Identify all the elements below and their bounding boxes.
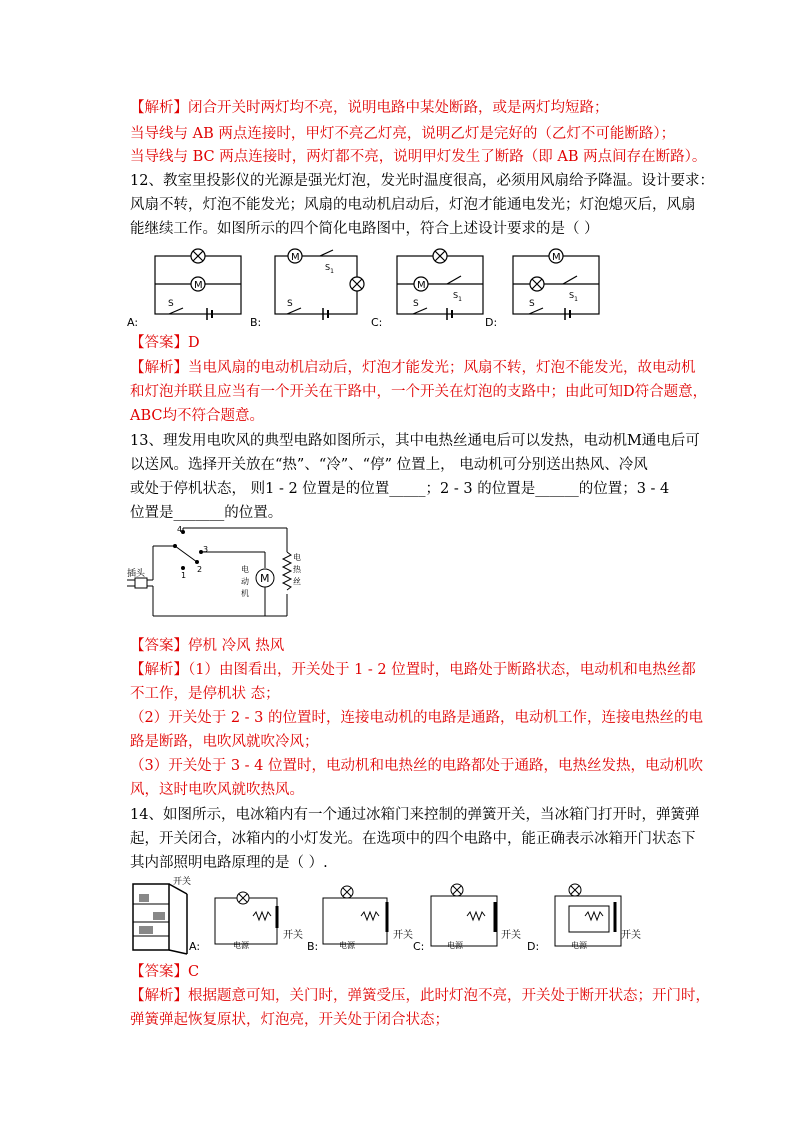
- q13-pos-2: 2: [197, 565, 203, 574]
- q12-b-switch1: $S_1$: [325, 263, 334, 275]
- q13-heater-label-3: 丝: [293, 577, 301, 586]
- q14-d-switch: 开关: [621, 930, 641, 941]
- q12-analysis-3: ABC均不符合题意。: [130, 408, 264, 424]
- q13-analysis-3: （2）开关处于 2 - 3 的位置时，连接电动机的电路是通路，电动机工作，连接电热丝的电: [130, 710, 704, 726]
- q13-heater-label-2: 热: [293, 565, 301, 574]
- q12-option-c: C:: [371, 316, 383, 329]
- q13-pos-4: 4: [177, 525, 183, 534]
- q14-b-switch: 开关: [393, 930, 413, 941]
- q14-c-switch: 开关: [501, 930, 521, 941]
- q14-option-c: C:: [413, 940, 425, 953]
- q12-c-switch1: $S_1$: [453, 291, 462, 303]
- q14-stem-1: 14、如图所示，电冰箱内有一个通过冰箱门来控制的弹簧开关，当冰箱门打开时，弹簧弹: [130, 807, 700, 823]
- q12-c-motor: M: [417, 280, 426, 291]
- q12-d-switch1: $S_1$: [569, 291, 578, 303]
- q13-circuit-figure: [125, 522, 310, 622]
- q12-answer: 【答案】D: [130, 335, 200, 351]
- q14-circuit-b: [323, 886, 424, 953]
- q12-a-switch: S: [168, 299, 174, 309]
- q12-circuit-figure: [125, 240, 605, 330]
- switch-subscript: 1: [330, 268, 334, 275]
- q12-circuit-d: [485, 249, 599, 329]
- q13-stem-1: 13、理发用电吹风的典型电路如图所示，其中电热丝通电后可以发热，电动机M通电后可: [130, 433, 700, 449]
- q12-b-switch: S: [287, 299, 293, 309]
- q14-circuit-figure: [125, 876, 655, 956]
- q14-circuit-c: [431, 884, 539, 953]
- q12-circuit-b: [250, 249, 364, 329]
- q13-motor: M: [260, 572, 270, 585]
- q13-analysis-6: 风，这时电吹风就吹热风。: [130, 782, 304, 798]
- q13-motor-label-2: 动: [241, 577, 249, 586]
- q13-analysis-5: （3）开关处于 3 - 4 位置时，电动机和电热丝的电路都处于通路，电热丝发热，电动机吹: [130, 758, 704, 774]
- q14-d-power: 电源: [571, 941, 587, 950]
- q14-fridge-switch: 开关: [173, 877, 192, 887]
- q14-circuit-a: [215, 892, 318, 953]
- q14-stem-2: 起，开关闭合，冰箱内的小灯发光。在选项中的四个电路中，能正确表示冰箱开门状态下: [130, 831, 696, 847]
- q13-pos-1: 1: [181, 571, 187, 580]
- q13-stem-4: 位置是_______的位置。: [130, 505, 283, 521]
- q14-a-switch: 开关: [283, 930, 303, 941]
- line-analysis-11b: 当导线与 AB 两点连接时，甲灯不亮乙灯亮，说明乙灯是完好的（乙灯不可能断路）；: [130, 126, 676, 142]
- q14-analysis-2: 弹簧弹起恢复原状，灯泡亮，开关处于闭合状态；: [130, 1012, 449, 1028]
- q12-option-d: D:: [485, 316, 498, 329]
- q12-circuit-c: [371, 249, 483, 329]
- q13-pos-3: 3: [203, 545, 209, 554]
- q14-a-power: 电源: [233, 941, 249, 950]
- q13-stem-3: 或处于停机状态， 则1 - 2 位置是的位置_____；2 - 3 的位置是______的位置；3 - 4: [130, 481, 670, 497]
- q13-heater-label-1: 电: [293, 553, 301, 562]
- q14-option-d: D:: [527, 940, 540, 953]
- q12-stem-3: 能继续工作。如图所示的四个简化电路图中，符合上述设计要求的是（ ）: [130, 221, 599, 237]
- q13-motor-label-3: 机: [241, 589, 249, 598]
- q12-option-a: A:: [127, 316, 139, 329]
- q13-stem-2: 以送风。选择开关放在“热”、“冷”、“停” 位置上， 电动机可分别送出热风、冷风: [130, 457, 648, 473]
- q13-analysis-1: 【解析】（1）由图看出，开关处于 1 - 2 位置时，电路处于断路状态，电动机和电热丝都: [130, 662, 696, 678]
- q13-analysis-2: 不工作，是停机状 态；: [130, 686, 280, 702]
- line-analysis-11c: 当导线与 BC 两点连接时，两灯都不亮，说明甲灯发生了断路（即 AB 两点间存在断路）。: [130, 149, 707, 165]
- q14-b-power: 电源: [339, 941, 355, 950]
- q13-answer: 【答案】停机 冷风 热风: [130, 638, 285, 654]
- q12-b-motor: M: [291, 252, 300, 263]
- q14-c-power: 电源: [447, 941, 463, 950]
- q12-analysis-1: 【解析】当电风扇的电动机启动后，灯泡才能发光；风扇不转，灯泡不能发光，故电动机: [130, 360, 696, 376]
- q13-analysis-4: 路是断路，电吹风就吹冷风；: [130, 734, 319, 750]
- q14-analysis-1: 【解析】根据题意可知，关门时，弹簧受压，此时灯泡不亮，开关处于断开状态；开门时，: [130, 988, 710, 1004]
- line-analysis-11: 【解析】闭合开关时两灯均不亮，说明电路中某处断路，或是两灯均短路；: [130, 100, 609, 116]
- q12-analysis-2: 和灯泡并联且应当有一个开关在干路中，一个开关在灯泡的支路中；由此可知D符合题意，: [130, 384, 708, 400]
- q12-c-switch: S: [413, 299, 419, 309]
- switch-subscript: 1: [574, 296, 578, 303]
- q14-circuit-d: [555, 884, 641, 950]
- q13-motor-label-1: 电: [241, 565, 249, 574]
- q12-d-switch: S: [529, 299, 535, 309]
- q12-a-motor: M: [194, 280, 203, 291]
- q13-plug-label: 插头: [127, 569, 146, 579]
- q14-fridge: [133, 875, 200, 954]
- q14-stem-3: 其内部照明电路原理的是（ ）.: [130, 855, 328, 871]
- q12-circuit-a: [127, 249, 241, 329]
- q14-option-b: B:: [307, 940, 319, 953]
- q12-stem-2: 风扇不转，灯泡不能发光；风扇的电动机启动后，灯泡才能通电发光；灯泡熄灭后，风扇: [130, 197, 696, 213]
- q14-answer: 【答案】C: [130, 964, 200, 980]
- q14-option-a: A:: [189, 940, 201, 953]
- q12-option-b: B:: [250, 316, 262, 329]
- switch-subscript: 1: [458, 296, 462, 303]
- q12-stem-1: 12、教室里投影仪的光源是强光灯泡，发光时温度很高，必须用风扇给予降温。设计要求：: [130, 173, 714, 189]
- q12-d-motor: M: [552, 252, 561, 263]
